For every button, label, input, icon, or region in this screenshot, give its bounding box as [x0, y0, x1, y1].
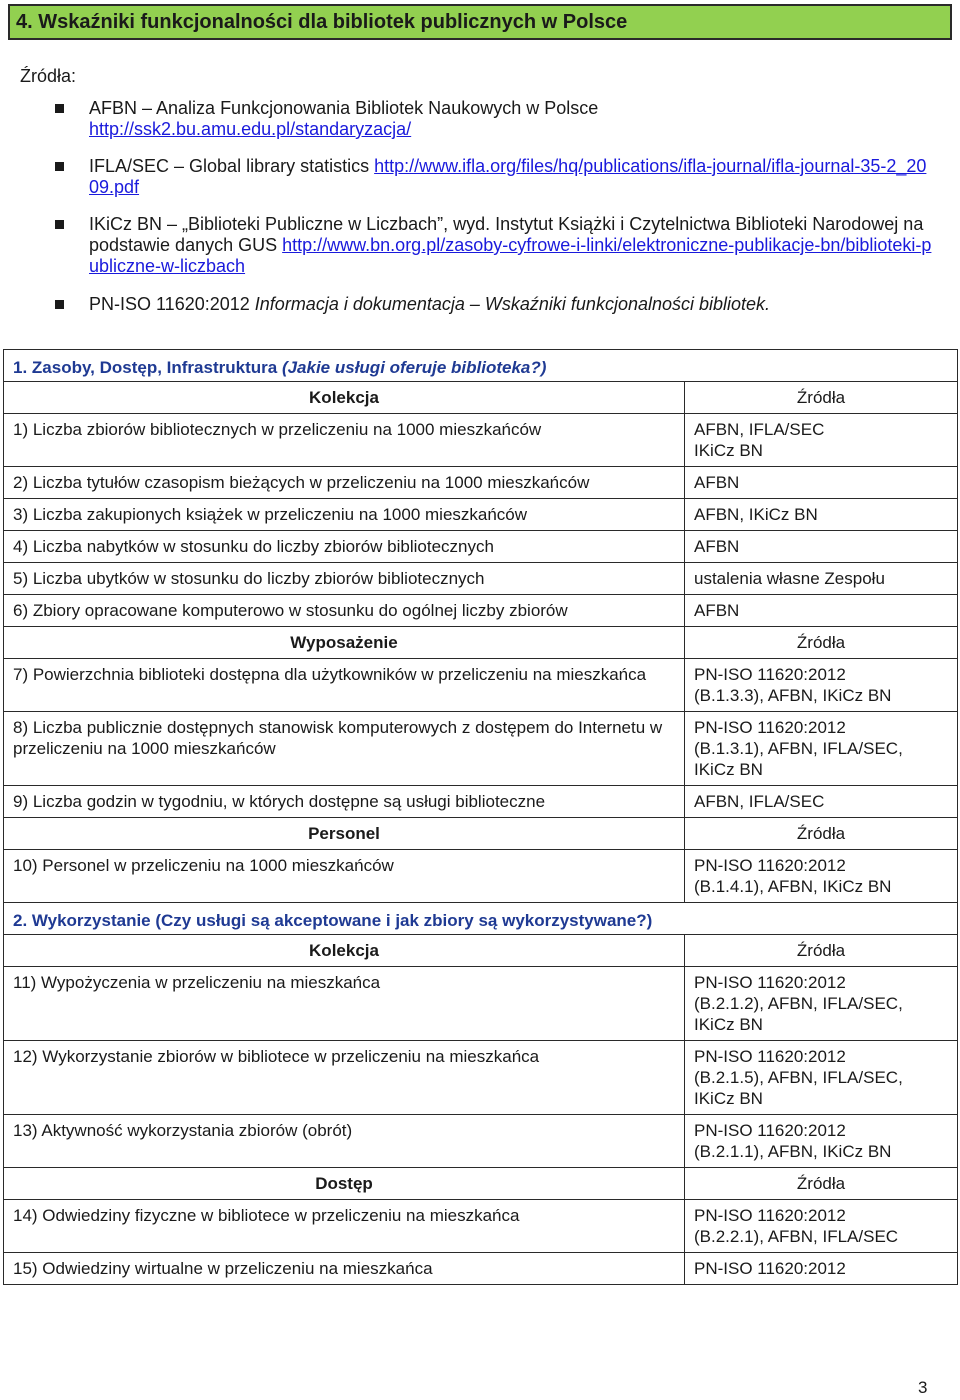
source-cell	[685, 467, 958, 499]
indicator-cell: 3) Liczba zakupionych książek w przeliczeniu na 1000 mieszkańców	[4, 499, 685, 531]
indicator-cell: 10) Personel w przeliczeniu na 1000 mieszkańców	[4, 850, 685, 903]
source-text: IFLA/SEC – Global library statistics	[89, 156, 370, 176]
indicator-cell: 4) Liczba nabytków w stosunku do liczby zbiorów bibliotecznych	[4, 531, 685, 563]
source-link[interactable]: http://www.bn.org.pl/zasoby-cyfrowe-i-linki/elektroniczne-publikacje-bn/biblioteki-publiczne-w-liczbach	[89, 235, 932, 276]
source-link[interactable]: http://ssk2.bu.amu.edu.pl/standaryzacja/	[89, 119, 412, 139]
group-header-row	[4, 935, 958, 967]
indicator-cell: 2) Liczba tytułów czasopism bieżących w przeliczeniu na 1000 mieszkańców	[4, 467, 685, 499]
section-question: (Jakie usługi oferuje biblioteka?)	[281, 358, 547, 377]
section-title-text: 1. Zasoby, Dostęp, Infrastruktura	[13, 358, 278, 377]
source-line: AFBN	[694, 537, 740, 556]
table-row	[4, 414, 958, 467]
source-item-ifla	[55, 156, 935, 198]
source-cell	[685, 531, 958, 563]
source-line: (B.1.4.1), AFBN, IKiCz BN	[694, 877, 892, 896]
table-row	[4, 467, 958, 499]
table-row	[4, 967, 958, 1041]
source-cell	[685, 595, 958, 627]
source-cell	[685, 1253, 958, 1285]
page-number: 3	[918, 1378, 928, 1397]
source-line: PN-ISO 11620:2012	[694, 718, 846, 737]
source-line: PN-ISO 11620:2012	[694, 856, 846, 875]
source-line: PN-ISO 11620:2012	[694, 665, 846, 684]
group-header: Kolekcja	[4, 382, 685, 414]
sources-label: Źródła:	[20, 66, 77, 86]
source-line: IKiCz BN	[694, 760, 763, 779]
source-cell	[685, 563, 958, 595]
indicator-cell: 13) Aktywność wykorzystania zbiorów (obrót)	[4, 1115, 685, 1168]
source-cell	[685, 1115, 958, 1168]
source-line: ustalenia własne Zespołu	[694, 569, 885, 588]
source-line: IKiCz BN	[694, 1015, 763, 1034]
table-row	[4, 786, 958, 818]
group-header: Wyposażenie	[4, 627, 685, 659]
source-cell	[685, 967, 958, 1041]
source-cell	[685, 850, 958, 903]
source-line: AFBN, IFLA/SEC	[694, 792, 825, 811]
source-line: (B.1.3.1), AFBN, IFLA/SEC,	[694, 739, 903, 758]
indicator-cell: 8) Liczba publicznie dostępnych stanowisk komputerowych z dostępem do Internetu w przeliczeniu na 1000 mieszkańców	[4, 712, 685, 786]
indicator-cell: 9) Liczba godzin w tygodniu, w których dostępne są usługi biblioteczne	[4, 786, 685, 818]
table-row	[4, 1253, 958, 1285]
indicator-cell: 7) Powierzchnia biblioteki dostępna dla użytkowników w przeliczeniu na mieszkańca	[4, 659, 685, 712]
table-row	[4, 531, 958, 563]
source-cell	[685, 1041, 958, 1115]
source-cell	[685, 659, 958, 712]
indicator-cell: 15) Odwiedziny wirtualne w przeliczeniu na mieszkańca	[4, 1253, 685, 1285]
table-row	[4, 595, 958, 627]
source-line: IKiCz BN	[694, 1089, 763, 1108]
source-line: (B.1.3.3), AFBN, IKiCz BN	[694, 686, 892, 705]
source-column-header: Źródła	[685, 382, 958, 414]
source-text: PN-ISO 11620:2012	[89, 294, 250, 314]
table-row	[4, 1041, 958, 1115]
source-line: IKiCz BN	[694, 441, 763, 460]
source-cell	[685, 712, 958, 786]
source-column-header: Źródła	[685, 627, 958, 659]
table-row	[4, 499, 958, 531]
indicator-cell: 14) Odwiedziny fizyczne w bibliotece w przeliczeniu na mieszkańca	[4, 1200, 685, 1253]
source-line: PN-ISO 11620:2012	[694, 973, 846, 992]
group-header: Kolekcja	[4, 935, 685, 967]
table-row	[4, 1200, 958, 1253]
section-title	[4, 903, 958, 935]
group-header: Personel	[4, 818, 685, 850]
table-row	[4, 659, 958, 712]
group-header-row	[4, 1168, 958, 1200]
indicator-cell: 5) Liczba ubytków w stosunku do liczby zbiorów bibliotecznych	[4, 563, 685, 595]
source-line: AFBN, IKiCz BN	[694, 505, 818, 524]
section-title	[4, 350, 958, 382]
table-row	[4, 712, 958, 786]
section-row	[4, 350, 958, 382]
source-line: (B.2.1.5), AFBN, IFLA/SEC,	[694, 1068, 903, 1087]
indicator-cell: 12) Wykorzystanie zbiorów w bibliotece w przeliczeniu na mieszkańca	[4, 1041, 685, 1115]
group-header-row	[4, 382, 958, 414]
source-line: PN-ISO 11620:2012	[694, 1047, 846, 1066]
table-row	[4, 563, 958, 595]
source-item-ikicz	[55, 214, 935, 278]
page-title: 4. Wskaźniki funkcjonalności dla bibliotek publicznych w Polsce	[8, 4, 952, 40]
indicator-cell: 1) Liczba zbiorów bibliotecznych w przeliczeniu na 1000 mieszkańców	[4, 414, 685, 467]
source-line: AFBN	[694, 601, 740, 620]
indicators-table	[3, 349, 958, 1285]
source-column-header: Źródła	[685, 818, 958, 850]
source-line: (B.2.1.1), AFBN, IKiCz BN	[694, 1142, 892, 1161]
source-cell	[685, 499, 958, 531]
source-title-italic: Informacja i dokumentacja – Wskaźniki funkcjonalności bibliotek.	[254, 294, 771, 314]
table-row	[4, 1115, 958, 1168]
group-header-row	[4, 818, 958, 850]
group-header: Dostęp	[4, 1168, 685, 1200]
source-line: PN-ISO 11620:2012	[694, 1121, 846, 1140]
source-line: PN-ISO 11620:2012	[694, 1206, 846, 1225]
source-cell	[685, 414, 958, 467]
indicator-cell: 11) Wypożyczenia w przeliczeniu na mieszkańca	[4, 967, 685, 1041]
sources-list	[55, 98, 935, 315]
source-line: (B.2.2.1), AFBN, IFLA/SEC	[694, 1227, 899, 1246]
source-text: AFBN – Analiza Funkcjonowania Bibliotek Naukowych w Polsce	[89, 98, 599, 118]
source-item-afbn	[55, 98, 935, 140]
source-column-header: Źródła	[685, 1168, 958, 1200]
table-row	[4, 850, 958, 903]
source-item-pn-iso	[55, 294, 935, 315]
section-row	[4, 903, 958, 935]
source-text: IKiCz BN – „Biblioteki Publiczne w Liczbach”, wyd. Instytut Książki i Czytelnictwa Biblioteki Narodowej na podstawie danych GUS	[89, 214, 924, 255]
source-cell	[685, 1200, 958, 1253]
indicator-cell: 6) Zbiory opracowane komputerowo w stosunku do ogólnej liczby zbiorów	[4, 595, 685, 627]
source-line: AFBN	[694, 473, 740, 492]
source-cell	[685, 786, 958, 818]
source-line: AFBN, IFLA/SEC	[694, 420, 825, 439]
group-header-row	[4, 627, 958, 659]
source-line: PN-ISO 11620:2012	[694, 1259, 846, 1278]
section-title-text: 2. Wykorzystanie (Czy usługi są akceptowane i jak zbiory są wykorzystywane?)	[13, 911, 653, 930]
source-link[interactable]: http://www.ifla.org/files/hq/publications/ifla-journal/ifla-journal-35-2_2009.pdf	[89, 156, 927, 197]
source-line: (B.2.1.2), AFBN, IFLA/SEC,	[694, 994, 903, 1013]
source-column-header: Źródła	[685, 935, 958, 967]
